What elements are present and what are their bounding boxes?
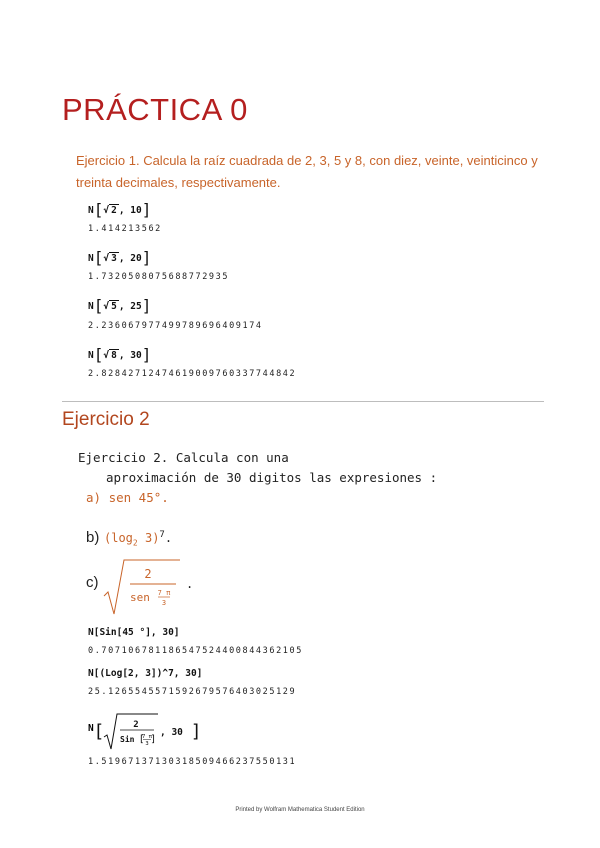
svg-text:[: [ — [140, 734, 144, 745]
svg-text:[: [ — [96, 721, 104, 742]
code-suffix: , 30 — [160, 727, 183, 738]
exercise-1-statement: Ejercicio 1. Calcula la raíz cuadrada de 2, 3, 5 y 8, con diez, veinte, veinticinco y treinta decimales, respectivamente. — [76, 153, 538, 190]
exercise-2-line2: aproximación de 30 digitos las expresiones : — [106, 470, 438, 485]
radicand: 3 — [111, 253, 117, 264]
b-exponent: 7 — [159, 530, 165, 540]
frac-sen: sen — [130, 591, 150, 604]
output-cell-radical: 1.51967137130318509466237550131 — [88, 757, 297, 767]
output-cell-sqrt3: 1.7320508075688772935 — [88, 272, 230, 282]
radicand: 5 — [111, 301, 117, 312]
b-base: 2 — [132, 538, 138, 548]
input-cell-sin45: N[Sin[45 °], 30] — [88, 627, 180, 638]
radicand: 8 — [111, 350, 117, 361]
input-cell-sqrt2: N[√ 2 , 10] — [88, 200, 152, 219]
frac-numerator: 2 — [144, 567, 152, 581]
radical-inner-num: 7 π — [142, 734, 152, 740]
output-cell-sqrt5: 2.236067977499789696409174 — [88, 321, 263, 331]
digits: 30 — [130, 350, 142, 361]
footer-printed-by: Printed by Wolfram Mathematica Student Edition — [235, 807, 365, 813]
b-open: (log — [104, 531, 133, 545]
input-cell-log: N[(Log[2, 3])^7, 30] — [88, 668, 203, 679]
output-cell-sin45: 0.707106781186547524400844362105 — [88, 646, 303, 656]
input-cell-sqrt3: N[√ 3 , 20] — [88, 248, 152, 267]
item-b-label: b) — [86, 529, 100, 546]
input-cell-radical — [88, 711, 198, 751]
input-cell-sqrt8: N[√ 8 , 30] — [88, 345, 152, 364]
section-heading: Ejercicio 2 — [62, 409, 150, 430]
b-close: 3) — [144, 531, 160, 545]
item-c-label: c) — [86, 574, 99, 591]
output-cell-log: 25.1265545571592679576403025129 — [88, 687, 297, 697]
radical-expression — [96, 711, 200, 751]
input-cell-sqrt5: N[√ 5 , 25] — [88, 296, 152, 315]
item-b-expression: ($\log_2$ 3)$^7$. — [104, 530, 173, 548]
output-cell-sqrt2: 1.414213562 — [88, 224, 162, 234]
output-cell-sqrt8: 2.82842712474619009760337744842 — [88, 369, 297, 379]
radical-inner-den: 3 — [145, 741, 149, 747]
section-divider — [62, 401, 544, 402]
svg-text:]: ] — [151, 734, 155, 745]
radical-numerator: 2 — [133, 720, 139, 730]
inner-denominator: 3 — [161, 599, 167, 607]
exercise-2-line1: Ejercicio 2. Calcula con una — [78, 450, 289, 465]
item-c-expression — [102, 556, 192, 616]
inner-numerator: 7 π — [157, 589, 171, 597]
digits: 25 — [130, 301, 142, 312]
page-title: PRÁCTICA 0 — [62, 92, 248, 127]
item-a: a) sen 45°. — [86, 490, 169, 505]
radical-sin: Sin — [120, 735, 135, 744]
radicand: 2 — [111, 205, 117, 216]
svg-text:.: . — [186, 577, 194, 591]
digits: 10 — [130, 205, 142, 216]
code-prefix: N — [88, 723, 94, 734]
digits: 20 — [130, 253, 142, 264]
svg-text:]: ] — [192, 721, 200, 742]
